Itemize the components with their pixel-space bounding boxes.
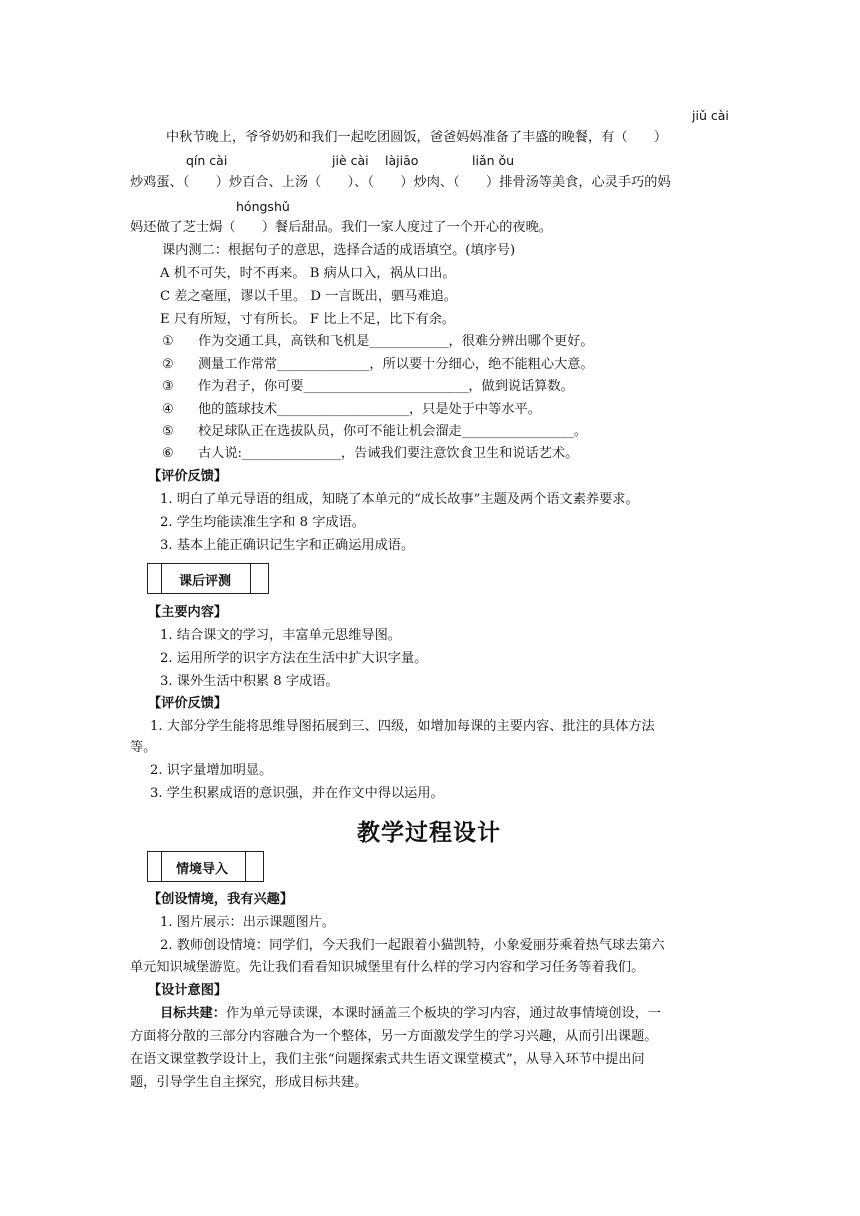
main-content-item: 1. 结合课文的学习，丰富单元思维导图。	[160, 628, 401, 643]
item-text: 作为君子，你可要_________________________，做到说话算数。	[198, 379, 574, 394]
design-label: 目标共建：	[160, 1006, 226, 1021]
item-text: 校足球队正在选拔队员，你可不能让机会溜走_________________。	[198, 424, 588, 439]
section-title: 教学过程设计	[357, 819, 501, 846]
item-number: ①	[162, 334, 174, 349]
pinyin-lajiao: làjiāo	[385, 153, 419, 168]
section-box-label: 情境导入	[176, 862, 229, 877]
passage-line-2: 炒鸡蛋、（ ）炒百合、上汤（ ）、（ ）炒肉、（ ）排骨汤等美食，心灵手巧的妈	[130, 175, 671, 190]
passage-line-3: 妈还做了芝士焗（ ）餐后甜品。我们一家人度过了一个开心的夜晚。	[130, 220, 552, 235]
feedback-heading: 【评价反馈】	[148, 469, 228, 484]
feedback2-item1-line1: 1. 大部分学生能将思维导图拓展到三、四级，如增加每课的主要内容、批注的具体方法	[150, 719, 655, 734]
scenario-item-1: 1. 图片展示：出示课题图片。	[160, 915, 336, 930]
scenario-item-2-line-2: 单元知识城堡游览。先让我们看看知识城堡里有什么样的学习内容和学习任务等着我们。	[130, 960, 645, 975]
feedback2-item3: 3. 学生积累成语的意识强，并在作文中得以运用。	[150, 786, 444, 801]
item-text: 作为交通工具，高铁和飞机是____________，很难分辨出哪个更好。	[198, 334, 594, 349]
test2-item	[162, 332, 594, 352]
feedback2-item1-line2: 等。	[130, 740, 157, 755]
item-text: 他的篮球技术____________________，只是处于中等水平。	[198, 402, 541, 417]
design-text: 作为单元导读课，本课时涵盖三个板块的学习内容，通过故事情境创设，一	[225, 1006, 662, 1021]
passage-line-1: 中秋节晚上，爷爷奶奶和我们一起吃团圆饭，爸爸妈妈准备了丰盛的晚餐，有（ ）	[166, 130, 668, 145]
item-number: ②	[162, 357, 174, 372]
feedback-item: 2. 学生均能读准生字和 8 字成语。	[160, 515, 365, 530]
test2-item	[162, 355, 594, 375]
main-content-heading: 【主要内容】	[148, 605, 228, 620]
item-text: 古人说:_______________，告诫我们要注意饮食卫生和说话艺术。	[198, 446, 579, 461]
item-number: ③	[162, 379, 174, 394]
main-content-item: 2. 运用所学的识字方法在生活中扩大识字量。	[160, 651, 428, 666]
scenario-heading: 【创设情境，我有兴趣】	[148, 892, 294, 907]
test2-options-1: A 机不可失，时不再来。 B 病从口入，祸从口出。	[160, 266, 456, 281]
item-number: ⑤	[162, 424, 174, 439]
design-line-4: 题，引导学生自主探究，形成目标共建。	[130, 1075, 368, 1090]
main-content-item: 3. 课外生活中积累 8 字成语。	[160, 674, 339, 689]
test2-options-2: C 差之毫厘，谬以千里。 D 一言既出，驷马难追。	[160, 289, 457, 304]
test2-item	[162, 422, 587, 442]
pinyin-lianou: liǎn ǒu	[472, 153, 515, 168]
section-box-intro	[147, 851, 264, 882]
test2-item	[162, 400, 541, 420]
section-box-after-class	[147, 563, 269, 594]
feedback-item: 1. 明白了单元导语的组成，知晓了本单元的“成长故事”主题及两个语文素养要求。	[160, 492, 639, 507]
section-box-label: 课后评测	[179, 574, 232, 589]
item-number: ④	[162, 402, 174, 417]
pinyin-qincai: qín cài	[186, 153, 228, 168]
feedback-item: 3. 基本上能正确识记生字和正确运用成语。	[160, 538, 415, 553]
pinyin-jiucai: jiǔ cài	[692, 108, 729, 123]
item-text: 测量工作常常______________，所以要十分细心，绝不能粗心大意。	[198, 357, 594, 372]
test2-options-3: E 尺有所短，寸有所长。 F 比上不足，比下有余。	[160, 312, 456, 327]
test2-heading: 课内测二：根据句子的意思，选择合适的成语填空。(填序号)	[162, 243, 516, 258]
feedback-heading-2: 【评价反馈】	[148, 696, 228, 711]
pinyin-jiecai: jiè cài	[332, 153, 369, 168]
scenario-item-2-line-1: 2. 教师创设情境：同学们，今天我们一起跟着小猫凯特，小象爱丽芬乘着热气球去第六	[160, 938, 665, 953]
test2-item	[162, 444, 578, 464]
item-number: ⑥	[162, 446, 174, 461]
design-line-1	[160, 1004, 661, 1024]
design-heading: 【设计意图】	[148, 983, 228, 998]
design-line-3: 在语文课堂教学设计上，我们主张“问题探索式共生语文课堂模式”，从导入环节中提出问	[130, 1052, 645, 1067]
test2-item	[162, 377, 574, 397]
feedback2-item2: 2. 识字量增加明显。	[150, 763, 273, 778]
pinyin-hongshu: hóngshǔ	[236, 199, 290, 214]
design-line-2: 方面将分散的三部分内容融合为一个整体，另一方面激发学生的学习兴趣，从而引出课题。	[130, 1029, 658, 1044]
